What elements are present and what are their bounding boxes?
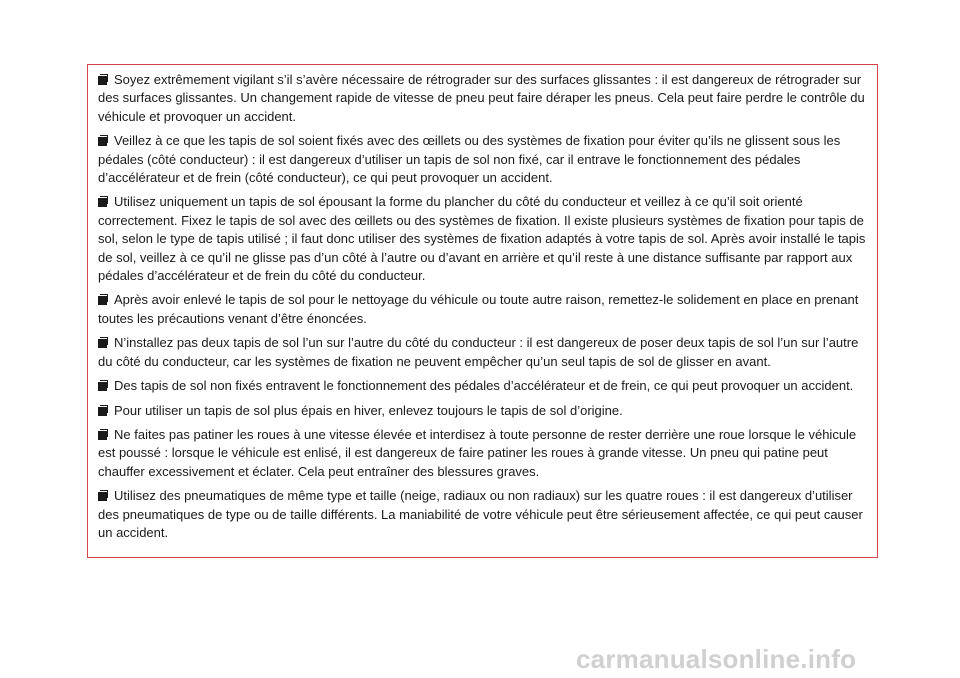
warning-item-8: [98, 426, 867, 481]
warning-text-4: Après avoir enlevé le tapis de sol pour le nettoyage du véhicule ou toute autre raison, remettez-le solidement en place en prenant toutes les précautions venant d’être énoncées.: [98, 292, 859, 326]
warning-box: [87, 64, 878, 558]
warning-text-9: Utilisez des pneumatiques de même type et taille (neige, radiaux ou non radiaux) sur les quatre roues : il est dangereux d’utiliser des pneumatiques de type ou de taille différents. La maniabilité de votre véhicule peut être sérieusement affectée, ce qui peut causer un accident.: [98, 488, 863, 540]
checkbox-square-icon: [98, 380, 109, 391]
warning-text-2: Veillez à ce que les tapis de sol soient fixés avec des œillets ou des systèmes de fixation pour éviter qu’ils ne glissent sous les pédales (côté conducteur) : il est dangereux d’utiliser un tapis de sol non fixé, car il entrave le fonctionnement des pédales d’accélérateur et de frein (côté conducteur), ce qui peut provoquer un accident.: [98, 133, 841, 186]
checkbox-square-icon: [98, 490, 109, 501]
checkbox-square-icon: [98, 196, 109, 207]
warning-item-7: [98, 402, 867, 420]
checkbox-square-icon: [98, 74, 109, 85]
checkbox-square-icon: [98, 294, 109, 305]
checkbox-square-icon: [98, 135, 109, 146]
warning-item-2: [98, 132, 867, 187]
warning-text-3: Utilisez uniquement un tapis de sol épousant la forme du plancher du côté du conducteur et veillez à ce qu’il soit orienté correctement. Fixez le tapis de sol avec des œillets ou des systèmes de fixation. Il existe plusieurs systèmes de fixation pour tapis de sol, selon le type de tapis utilisé ; il faut donc utiliser des systèmes de fixation adaptés à votre tapis de sol. Après avoir installé le tapis de sol, veillez à ce qu’il ne glisse pas d’un côté à l’autre ou d’avant en arrière et qu’il reste à une distance suffisante par rapport aux pédales d’accélérateur et de frein du côté du conducteur.: [98, 194, 866, 284]
warning-item-6: [98, 377, 867, 395]
warning-item-5: [98, 334, 867, 371]
checkbox-square-icon: [98, 429, 109, 440]
checkbox-square-icon: [98, 337, 109, 348]
warning-text-8: Ne faites pas patiner les roues à une vitesse élevée et interdisez à toute personne de rester derrière une roue lorsque le véhicule est poussé : lorsque le véhicule est enlisé, il est dangereux de faire patiner les roues à grande vitesse. Un pneu qui patine peut chauffer excessivement et éclater. Cela peut entraîner des blessures graves.: [98, 426, 857, 479]
checkbox-square-icon: [98, 405, 109, 416]
warning-item-4: [98, 291, 867, 328]
warning-text-1: Soyez extrêmement vigilant s’il s’avère nécessaire de rétrograder sur des surfaces glissantes : il est dangereux de rétrograder sur des surfaces glissantes. Un changement rapide de vitesse de pneu peut faire déraper les pneus. Cela peut faire perdre le contrôle du véhicule et provoquer un accident.: [98, 72, 865, 124]
warning-text-5: N’installez pas deux tapis de sol l’un sur l’autre du côté du conducteur : il est dangereux de poser deux tapis de sol l’un sur l’autre du côté du conducteur, car les systèmes de fixation ne peuvent empêcher qu’un seul tapis de sol de glisser en avant.: [98, 335, 859, 369]
watermark: carmanualsonline.info: [576, 644, 857, 674]
warning-item-9: [98, 487, 867, 542]
warning-text-7: Pour utiliser un tapis de sol plus épais en hiver, enlevez toujours le tapis de sol d’origine.: [114, 402, 623, 418]
warning-item-1: [98, 71, 867, 126]
warning-text-6: Des tapis de sol non fixés entravent le fonctionnement des pédales d’accélérateur et de frein, ce qui peut provoquer un accident.: [114, 378, 854, 394]
warning-item-3: [98, 193, 867, 285]
